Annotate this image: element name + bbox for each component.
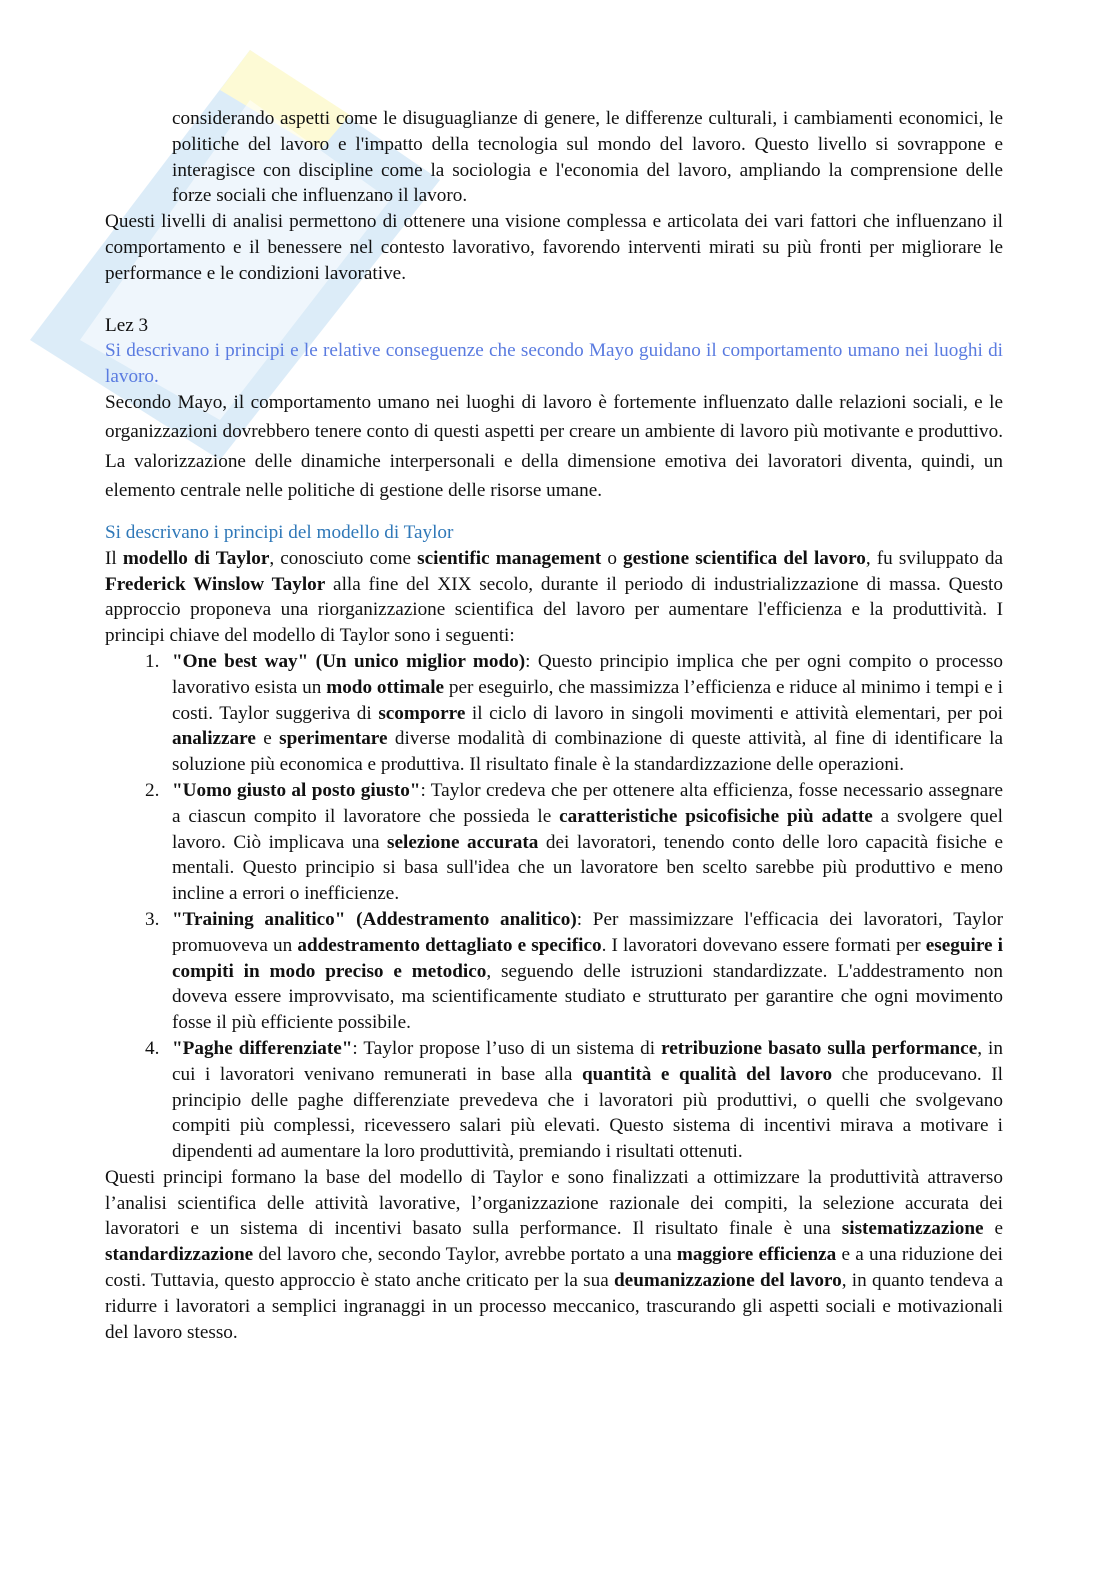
bold-text: sperimentare (279, 728, 388, 750)
text-run: : Taylor propose l’uso di un sistema di (352, 1037, 662, 1059)
text-run: , seguendo delle istruzioni standardizzate. L'addestramento non doveva essere improvvisato, ma scientificamente studiato e strutturato per garantire che ogni movimento fosse il più efficiente possibile. (172, 960, 1003, 1034)
intro-indented-paragraph: considerando aspetti come le disuguaglianze di genere, le differenze culturali, i cambiamenti economici, le politiche del lavoro e l'impatto della tecnologia sul mondo del lavoro. Questo livello si sovrappone e interagisce con discipline come la sociologia e l'economia del lavoro, ampliando la comprensione delle forze sociali che influenzano il lavoro. (172, 108, 1003, 207)
bold-text: scientific management (417, 547, 602, 569)
text-run: dei lavoratori, tenendo conto delle loro capacità fisiche e mentali. Questo principio si basa sull'idea che un lavoratore ben scelto sarebbe più produttivo e meno incline a errori o inefficienze. (172, 831, 1003, 905)
text-run: alla fine del XIX secolo, durante il periodo di industrializzazione di massa. Questo approccio proponeva una riorganizzazione scientifica del lavoro per aumentare l'efficienza e la produttività. I principi chiave del modello di Taylor sono i seguenti: (105, 573, 1003, 647)
text-run: , in cui i lavoratori venivano remunerati in base alla (172, 1037, 1003, 1085)
bold-text: gestione scientifica del lavoro (623, 547, 866, 569)
text-run: che producevano. Il principio delle paghe differenziate prevedeva che i lavoratori più produttivi, o quelli che svolgevano compiti più complessi, ricevessero salari più elevati. Questo sistema di incentivi mirava a motivare i dipendenti ad aumentare la loro produttività, premiando i risultati ottenuti. (172, 1063, 1003, 1163)
bold-text: selezione accurata (387, 831, 539, 853)
text-run: : Questo principio implica che per ogni compito o processo lavorativo esista un (172, 650, 1003, 698)
taylor-principles-list (105, 649, 1003, 1165)
list-number: 1. (145, 650, 160, 672)
bold-text: maggiore efficienza (676, 1244, 837, 1266)
bold-text: retribuzione basato sulla performance (661, 1037, 978, 1059)
document-page (105, 106, 1003, 1345)
bold-text: quantità e qualità del lavoro (582, 1063, 833, 1085)
list-number: 4. (145, 1037, 160, 1059)
bold-text: "One best way" (Un unico miglior modo) (172, 650, 526, 672)
list-number: 3. (145, 908, 160, 930)
principle-item (105, 778, 1003, 907)
bold-text: standardizzazione (105, 1244, 254, 1266)
text-run: , in quanto tendeva a ridurre i lavoratori a semplici ingranaggi in un processo meccanico, trascurando gli aspetti sociali e motivazionali del lavoro stesso. (105, 1270, 1004, 1343)
list-number: 2. (145, 779, 160, 801)
text-run: il ciclo di lavoro in singoli movimenti e attività elementari, per poi (465, 702, 1003, 724)
taylor-question-heading: Si descrivano i principi del modello di Taylor (105, 521, 454, 543)
text-run: del lavoro che, secondo Taylor, avrebbe portato a una (253, 1244, 677, 1266)
bold-text: deumanizzazione del lavoro (614, 1270, 842, 1292)
text-run: . I lavoratori dovevano essere formati per (601, 934, 926, 956)
bold-text: analizzare (172, 728, 256, 750)
bold-text: "Paghe differenziate" (172, 1037, 353, 1059)
principle-item (105, 1036, 1003, 1165)
text-run: Il (105, 547, 123, 569)
mayo-answer-paragraph: Secondo Mayo, il comportamento umano nei luoghi di lavoro è fortemente influenzato dalle relazioni sociali, e le organizzazioni dovrebbero tenere conto di questi aspetti per creare un ambiente di lavoro più motivante e produttivo. La valorizzazione delle dinamiche interpersonali e della dimensione emotiva dei lavoratori diventa, quindi, un elemento centrale nelle politiche di gestione delle risorse umane. (105, 391, 1003, 502)
bold-text: scomporre (378, 702, 466, 724)
text-run: per eseguirlo, che massimizza l’efficienza e riduce al minimo i tempi e i costi. Taylor suggeriva di (172, 676, 1003, 724)
bold-text: Frederick Winslow Taylor (105, 573, 326, 595)
principle-item (105, 907, 1003, 1036)
bold-text: modello di Taylor (122, 547, 270, 569)
text-run: e (983, 1218, 1003, 1240)
bold-text: modo ottimale (326, 676, 445, 698)
text-run: e a una riduzione dei costi. Tuttavia, questo approccio è stato anche criticato per la sua (105, 1244, 1003, 1292)
text-run: , fu sviluppato da (865, 547, 1003, 569)
taylor-intro-paragraph (105, 546, 1003, 649)
text-run: e (255, 728, 280, 750)
bold-text: addestramento dettagliato e specifico (297, 934, 602, 956)
text-run: : Per massimizzare l'efficacia dei lavoratori, Taylor promuoveva un (172, 908, 1003, 956)
bold-text: caratteristiche psicofisiche più adatte (559, 805, 873, 827)
text-run: : Taylor credeva che per ottenere alta efficienza, fosse necessario assegnare a ciascun compito il lavoratore che possieda le (172, 779, 1003, 827)
bold-text: "Training analitico" (Addestramento analitico) (172, 908, 577, 930)
intro-summary-paragraph: Questi livelli di analisi permettono di ottenere una visione complessa e articolata dei vari fattori che influenzano il comportamento e il benessere nel contesto lavorativo, favorendo interventi mirati su più fronti per migliorare le performance e le condizioni lavorative. (105, 211, 1003, 284)
text-run: Questi principi formano la base del modello di Taylor e sono finalizzati a ottimizzare la produttività attraverso l’analisi scientifica delle attività lavorative, l’organizzazione razionale dei compiti, la selezione accurata dei lavoratori e un sistema di incentivi basato sulla performance. Il risultato finale è una (105, 1166, 1003, 1240)
bold-text: sistematizzazione (841, 1218, 984, 1240)
bold-text: "Uomo giusto al posto giusto" (172, 779, 421, 801)
principle-item (105, 649, 1003, 778)
taylor-conclusion-paragraph (105, 1165, 1003, 1346)
mayo-question-heading: Si descrivano i principi e le relative conseguenze che secondo Mayo guidano il comportamento umano nei luoghi di lavoro. (105, 340, 1003, 388)
text-run: , conosciuto come (269, 547, 418, 569)
lesson-label: Lez 3 (105, 314, 149, 336)
bold-text: eseguire i compiti in modo preciso e metodico (172, 934, 1003, 982)
text-run: diverse modalità di combinazione di queste attività, al fine di identificare la soluzione più economica e produttiva. Il risultato finale è la standardizzazione delle operazioni. (172, 728, 1003, 776)
text-run: o (601, 547, 624, 569)
text-run: a svolgere quel lavoro. Ciò implicava una (172, 805, 1003, 853)
